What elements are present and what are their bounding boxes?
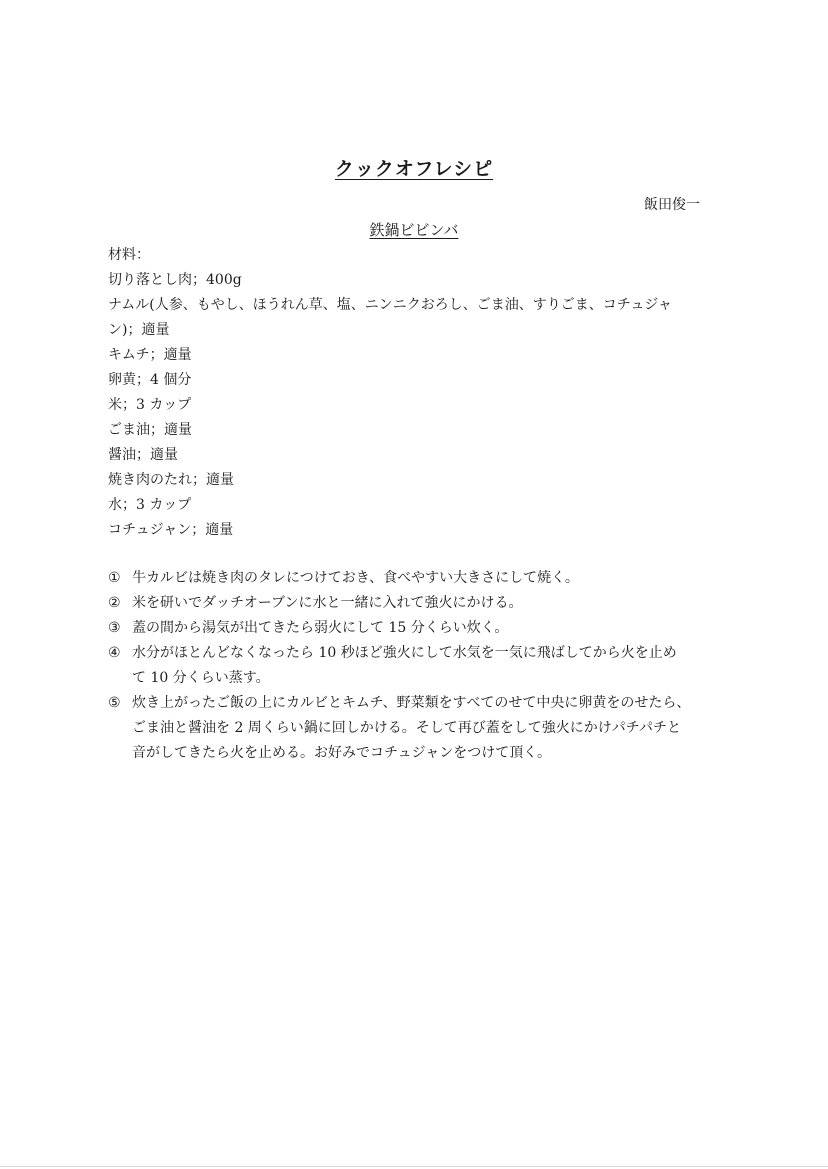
recipe-name <box>0 219 828 240</box>
ingredient-line: 醤油；適量 <box>108 447 178 463</box>
document-title <box>0 154 828 181</box>
step-item <box>108 616 720 641</box>
ingredient-line: 焼き肉のたれ；適量 <box>108 472 234 488</box>
step-text <box>132 616 720 641</box>
ingredient-line: ン)；適量 <box>108 322 170 338</box>
step-text-line: ごま油と醤油を 2 周くらい鍋に回しかける。そして再び蓋をして強火にかけパチパチと <box>132 720 681 736</box>
ingredient-line: 切り落とし肉；400g <box>108 272 242 288</box>
step-text <box>132 641 720 691</box>
step-text-line: 蓋の間から湯気が出てきたら弱火にして 15 分くらい炊く。 <box>132 620 509 636</box>
author-name: 飯田俊一 <box>644 197 700 213</box>
scan-edge-divider <box>0 1166 828 1167</box>
step-number: ⑤ <box>108 695 121 711</box>
ingredient-line: ナムル(人参、もやし、ほうれん草、塩、ニンニクおろし、ごま油、すりごま、コチュジャ <box>108 297 673 313</box>
step-number: ② <box>108 595 121 611</box>
step-text <box>132 691 720 766</box>
document-title-text: クックオフレシピ <box>334 158 494 180</box>
step-text <box>132 566 720 591</box>
ingredient-line: 水；3 カップ <box>108 497 192 513</box>
step-item <box>108 641 720 691</box>
ingredient-line: 卵黄；4 個分 <box>108 372 192 388</box>
step-number: ③ <box>108 620 121 636</box>
step-item <box>108 591 720 616</box>
step-text-line: て 10 分くらい蒸す。 <box>132 670 270 686</box>
step-text-line: 水分がほとんどなくなったら 10 秒ほど強火にして水気を一気に飛ばしてから火を止め <box>132 645 677 661</box>
step-text-line: 牛カルビは焼き肉のタレにつけておき、食べやすい大きさにして焼く。 <box>132 570 579 586</box>
steps-section <box>108 566 720 766</box>
step-text-line: 炊き上がったご飯の上にカルビとキムチ、野菜類をすべてのせて中央に卵黄をのせたら、 <box>132 695 691 711</box>
ingredient-line: コチュジャン；適量 <box>108 522 234 538</box>
ingredient-line: ごま油；適量 <box>108 422 192 438</box>
step-item <box>108 691 720 766</box>
step-number: ④ <box>108 645 121 661</box>
recipe-name-text: 鉄鍋ビビンバ <box>369 221 459 239</box>
step-text <box>132 591 720 616</box>
ingredient-line: 米；3 カップ <box>108 397 192 413</box>
step-item <box>108 566 720 591</box>
step-text-line: 音がしてきたら火を止める。お好みでコチュジャンをつけて頂く。 <box>132 745 552 761</box>
step-text-line: 米を研いでダッチオーブンに水と一緒に入れて強火にかける。 <box>132 595 523 611</box>
ingredient-line: キムチ；適量 <box>108 347 192 363</box>
step-number: ① <box>108 570 121 586</box>
ingredients-heading: 材料： <box>108 247 150 263</box>
ingredients-section <box>108 243 718 543</box>
